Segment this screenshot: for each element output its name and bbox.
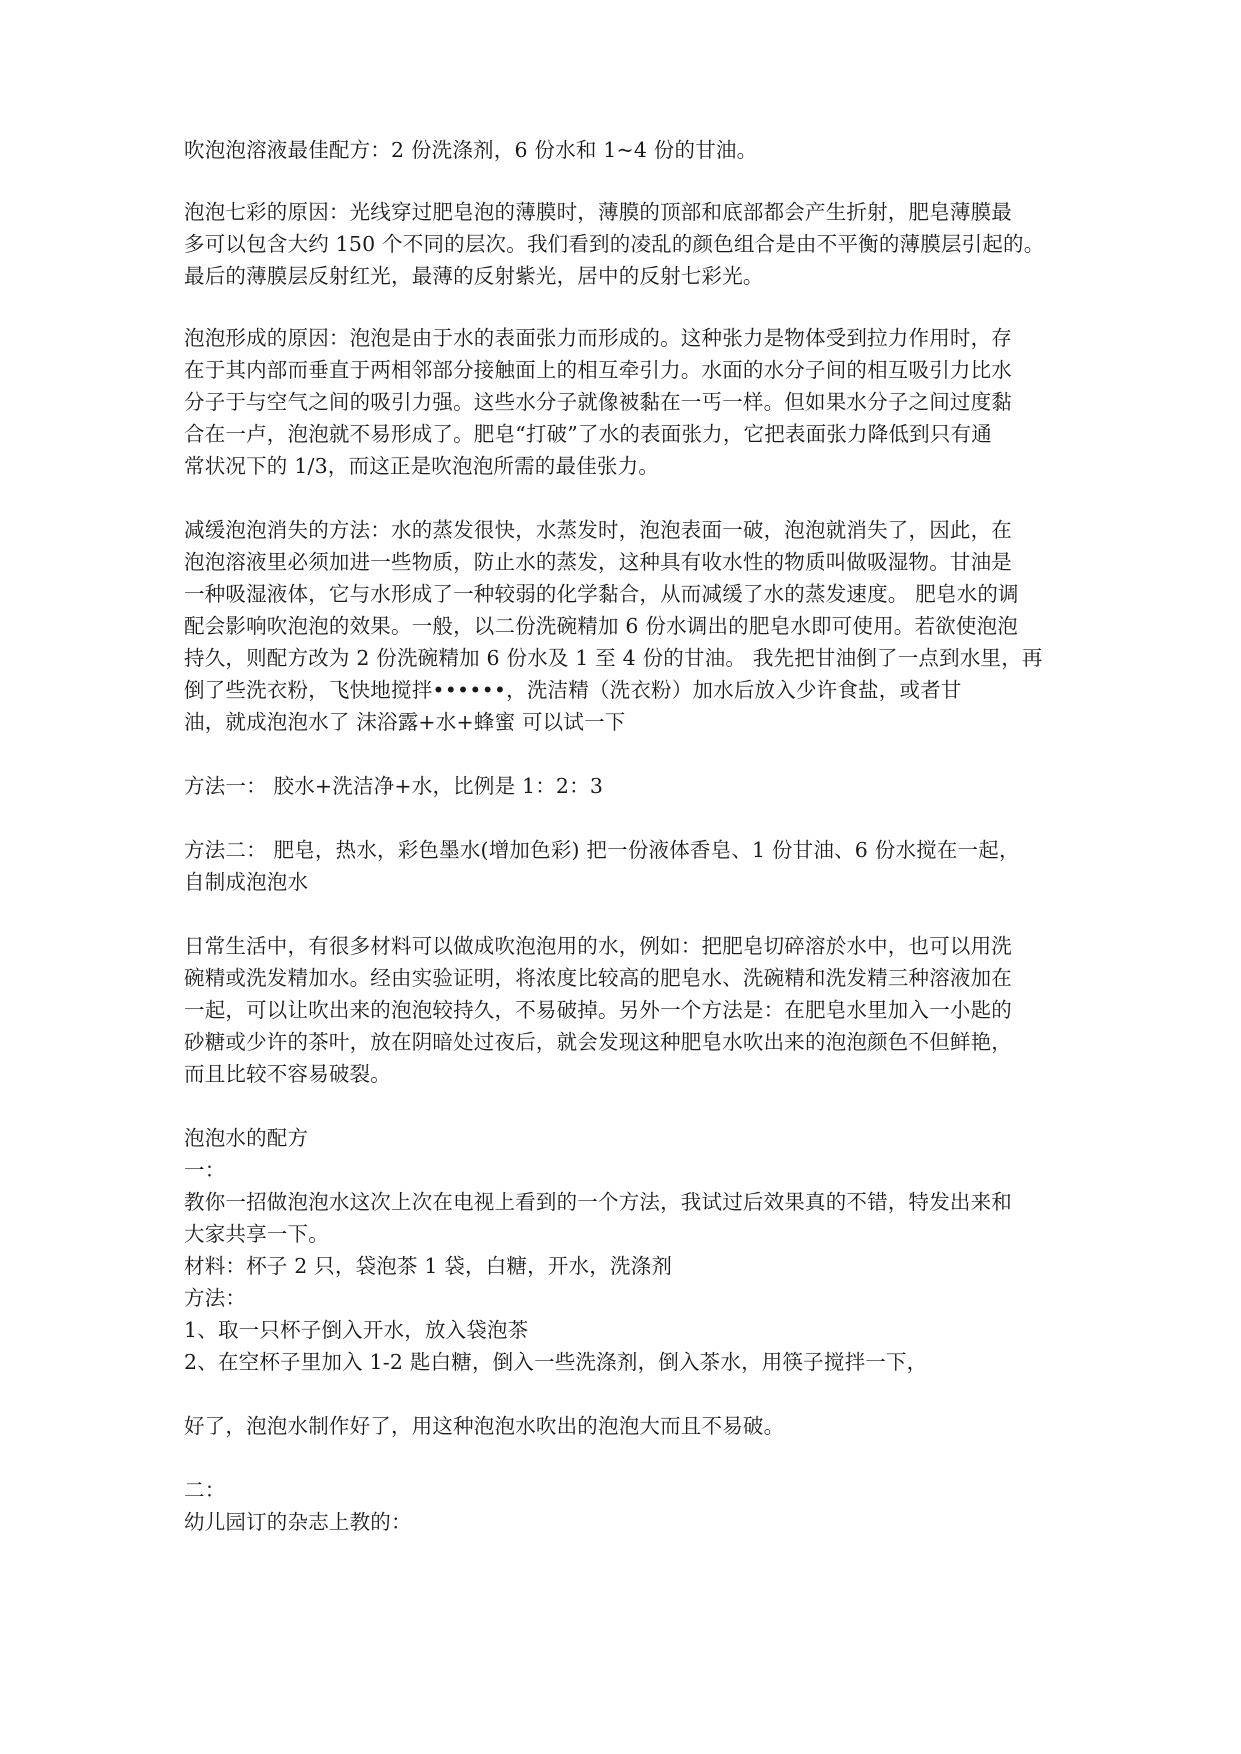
text-line: 砂糖或少许的茶叶，放在阴暗处过夜后，就会发现这种肥皂水吹出来的泡泡颜色不但鲜艳， <box>184 1030 1012 1054</box>
text-line: 材料：杯子 2 只，袋泡茶 1 袋，白糖，开水，洗涤剂 <box>184 1254 673 1278</box>
text-line: 1、取一只杯子倒入开水，放入袋泡茶 <box>184 1318 529 1342</box>
text-line: 油，就成泡泡水了 沫浴露+水+蜂蜜 可以试一下 <box>184 710 626 734</box>
text-line: 吹泡泡溶液最佳配方：2 份洗涤剂，6 份水和 1~4 份的甘油。 <box>184 138 758 162</box>
text-line: 在于其内部而垂直于两相邻部分接触面上的相互牵引力。水面的水分子间的相互吸引力比水 <box>184 358 1012 382</box>
text-line: 而且比较不容易破裂。 <box>184 1062 391 1086</box>
text-line: 方法一： 胶水+洗洁净+水，比例是 1：2：3 <box>184 774 604 798</box>
text-line: 常状况下的 1/3，而这正是吹泡泡所需的最佳张力。 <box>184 454 660 478</box>
text-line: 自制成泡泡水 <box>184 870 309 894</box>
text-line: 一： <box>184 1158 226 1182</box>
text-line: 教你一招做泡泡水这次上次在电视上看到的一个方法，我试过后效果真的不错，特发出来和 <box>184 1190 1012 1214</box>
text-line: 一起，可以让吹出来的泡泡较持久，不易破掉。另外一个方法是：在肥皂水里加入一小匙的 <box>184 998 1012 1022</box>
text-line: 多可以包含大约 150 个不同的层次。我们看到的凌乱的颜色组合是由不平衡的薄膜层引起的。 <box>184 232 1045 256</box>
text-line: 二： <box>184 1478 226 1502</box>
section-heading: 泡泡水的配方 <box>184 1126 309 1150</box>
text-line: 日常生活中，有很多材料可以做成吹泡泡用的水，例如：把肥皂切碎溶於水中，也可以用洗 <box>184 934 1012 958</box>
text-line: 配会影响吹泡泡的效果。一般，以二份洗碗精加 6 份水调出的肥皂水即可使用。若欲使泡泡 <box>184 614 1018 638</box>
text-line: 方法： <box>184 1286 247 1310</box>
text-line: 碗精或洗发精加水。经由实验证明，将浓度比较高的肥皂水、洗碗精和洗发精三种溶液加在 <box>184 966 1012 990</box>
text-line: 泡泡七彩的原因：光线穿过肥皂泡的薄膜时，薄膜的顶部和底部都会产生折射，肥皂薄膜最 <box>184 200 1012 224</box>
text-line: 方法二： 肥皂，热水，彩色墨水(增加色彩) 把一份液体香皂、1 份甘油、6 份水搅在一起， <box>184 838 1020 862</box>
text-line: 分子于与空气之间的吸引力强。这些水分子就像被黏在一丐一样。但如果水分子之间过度黏 <box>184 390 1012 414</box>
text-line: 泡泡形成的原因：泡泡是由于水的表面张力而形成的。这种张力是物体受到拉力作用时，存 <box>184 326 1012 350</box>
text-line: 减缓泡泡消失的方法：水的蒸发很快，水蒸发时，泡泡表面一破，泡泡就消失了，因此，在 <box>184 518 1012 542</box>
text-line: 泡泡溶液里必须加进一些物质，防止水的蒸发，这种具有收水性的物质叫做吸湿物。甘油是 <box>184 550 1012 574</box>
text-line: 好了，泡泡水制作好了，用这种泡泡水吹出的泡泡大而且不易破。 <box>184 1414 785 1438</box>
text-line: 幼儿园订的杂志上教的： <box>184 1510 412 1534</box>
text-line: 一种吸湿液体，它与水形成了一种较弱的化学黏合，从而减缓了水的蒸发速度。 肥皂水的调 <box>184 582 1019 606</box>
text-line: 倒了些洗衣粉，飞快地搅拌••••••，洗洁精（洗衣粉）加水后放入少许食盐，或者甘 <box>184 678 962 702</box>
text-line: 2、在空杯子里加入 1-2 匙白糖，倒入一些洗涤剂，倒入茶水，用筷子搅拌一下， <box>184 1350 928 1374</box>
text-line: 合在一卢，泡泡就不易形成了。肥皂“打破”了水的表面张力，它把表面张力降低到只有通 <box>184 422 992 446</box>
text-line: 持久，则配方改为 2 份洗碗精加 6 份水及 1 至 4 份的甘油。 我先把甘油倒了一点到水里，再 <box>184 646 1043 670</box>
text-line: 大家共享一下。 <box>184 1222 329 1246</box>
text-line: 最后的薄膜层反射红光，最薄的反射紫光，居中的反射七彩光。 <box>184 264 764 288</box>
